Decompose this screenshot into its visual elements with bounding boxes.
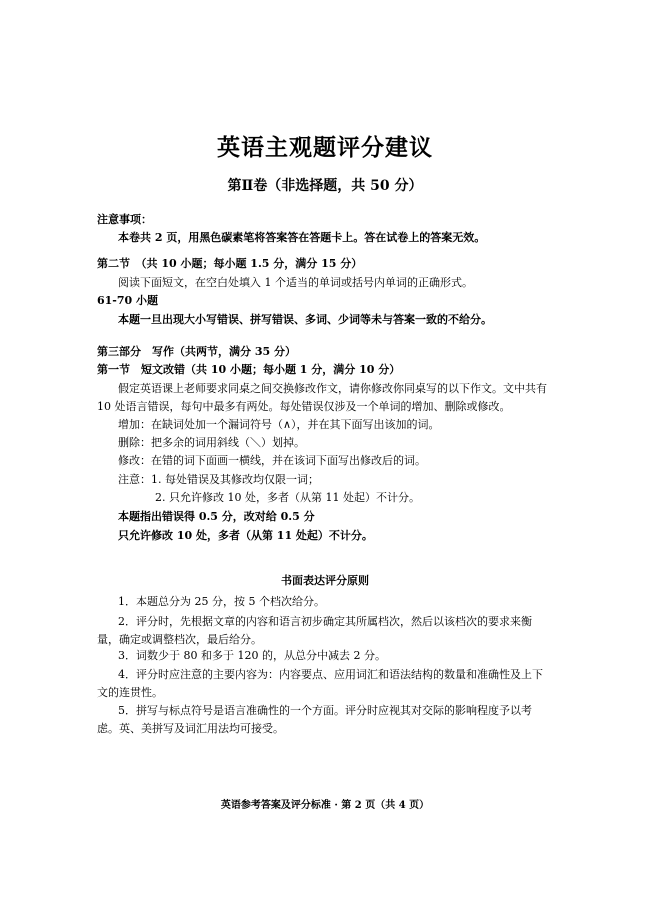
note-2: 2. 只允许修改 10 处，多者（从第 11 处起）不计分。 xyxy=(155,491,420,504)
section2-range: 61-70 小题 xyxy=(97,294,159,307)
section2-rule: 本题一旦出现大小写错误、拼写错误、多词、少词等未与答案一致的不给分。 xyxy=(118,313,492,326)
page-title: 英语主观题评分建议 xyxy=(217,134,433,161)
score-rule-1: 本题指出错误得 0.5 分，改对给 0.5 分 xyxy=(118,510,315,523)
principle-item-5: 5．拼写与标点符号是语言准确性的一个方面。评分时应视其对交际的影响程度予以考虑。英、美拼写及词汇用法均可接受。 xyxy=(97,704,532,735)
note-1: 注意：1. 每处错误及其修改均仅限一词； xyxy=(118,473,319,486)
principle-item-2: 2．评分时，先根据文章的内容和语言初步确定其所属档次，然后以该档次的要求来衡量，确定或调整档次，最后给分。 xyxy=(97,615,532,646)
notice-text: 本卷共 2 页，用黑色碳素笔将答案答在答题卡上。答在试卷上的答案无效。 xyxy=(118,231,486,244)
score-rule-2: 只允许修改 10 处，多者（从第 11 处起）不计分。 xyxy=(118,529,373,542)
page-footer: 英语参考答案及评分标准 · 第 2 页（共 4 页） xyxy=(220,800,430,811)
section2-instruction: 阅读下面短文，在空白处填入 1 个适当的单词或括号内单词的正确形式。 xyxy=(118,276,473,289)
part3-section1-intro: 假定英语课上老师要求同桌之间交换修改作文，请你修改你同桌写的以下作文。文中共有 10 处语言错误，每句中最多有两处。每处错误仅涉及一个单词的增加、删除或修改。 xyxy=(97,382,547,413)
part3-section1-heading: 第一节 短文改错（共 10 小题；每小题 1 分，满分 10 分） xyxy=(97,363,401,376)
part3-heading: 第三部分 写作（共两节，满分 35 分） xyxy=(97,345,296,358)
principle-item-3: 3．词数少于 80 和多于 120 的，从总分中减去 2 分。 xyxy=(118,649,386,662)
section2-heading: 第二节 （共 10 小题；每小题 1.5 分，满分 15 分） xyxy=(97,257,363,270)
page-subtitle: 第Ⅱ卷（非选择题，共 50 分） xyxy=(227,178,423,194)
rule-modify: 修改：在错的词下面画一横线，并在该词下面写出修改后的词。 xyxy=(118,454,426,467)
principles-heading: 书面表达评分原则 xyxy=(281,574,369,587)
rule-delete: 删除：把多余的词用斜线（＼）划掉。 xyxy=(118,436,305,449)
principle-item-1: 1．本题总分为 25 分，按 5 个档次给分。 xyxy=(118,595,325,608)
notice-heading: 注意事项： xyxy=(97,213,152,226)
rule-add: 增加：在缺词处加一个漏词符号（∧），并在其下面写出该加的词。 xyxy=(118,418,440,431)
principle-item-4: 4．评分时应注意的主要内容为：内容要点、应用词汇和语法结构的数量和准确性及上下文的连贯性。 xyxy=(97,668,543,699)
